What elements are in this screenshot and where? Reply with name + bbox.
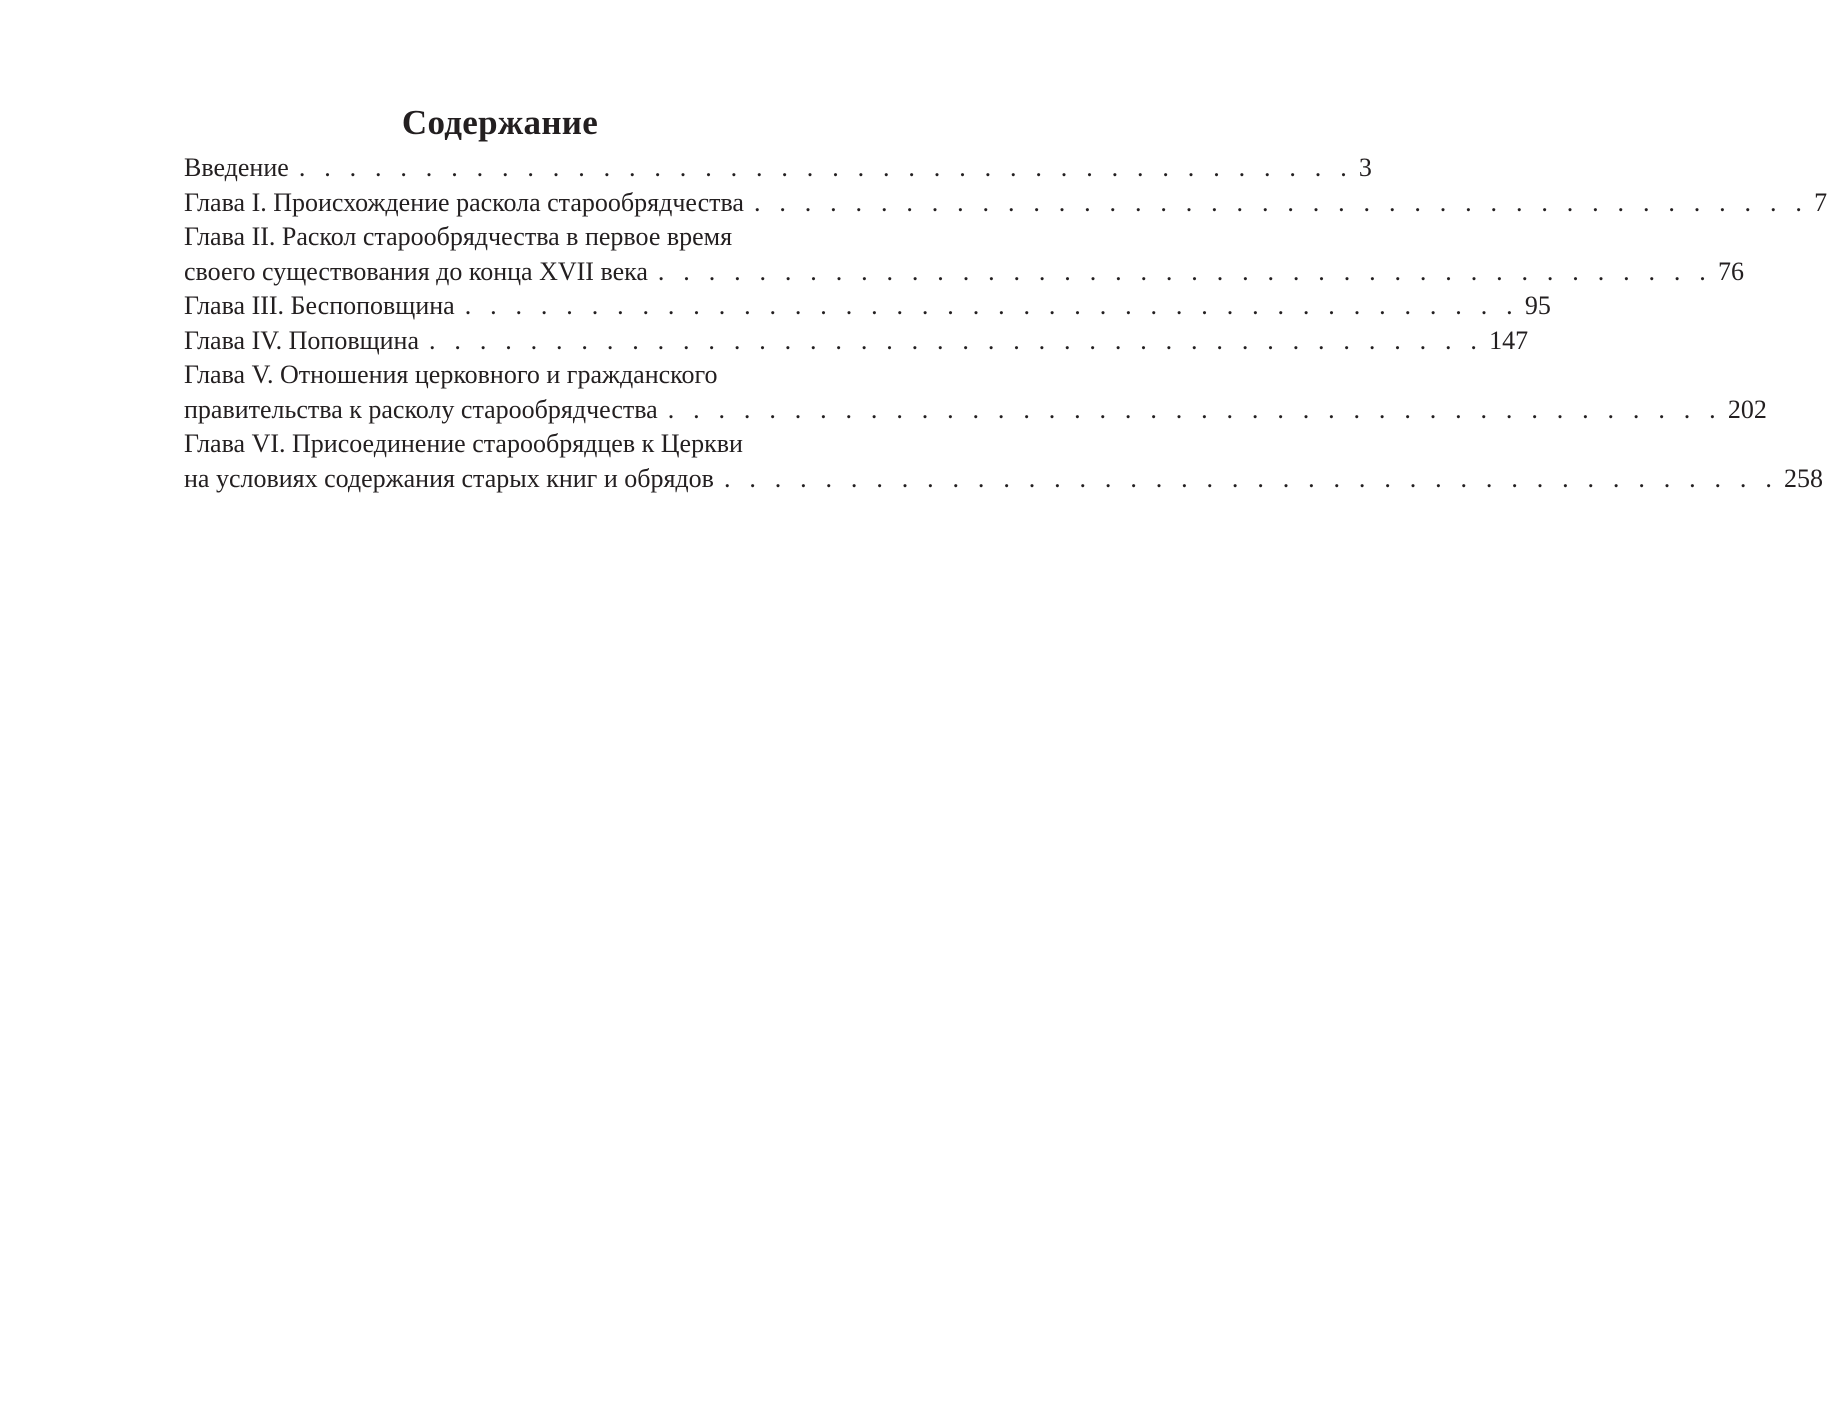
- toc-line: [184, 220, 892, 255]
- toc-entry-title: Глава I. Происхождение раскола старообрядчества: [184, 187, 744, 217]
- toc-entry-chapter-1[interactable]: [184, 186, 1827, 221]
- dot-leader: . . . . . . . . . . . . . . . . . . . . . . . . . . . . . . . . . . . . . . . . . .: [298, 153, 1353, 182]
- dot-leader: . . . . . . . . . . . . . . . . . . . . . . . . . . . . . . . . . . . . . . . . . .: [657, 256, 1713, 286]
- toc-entry-chapter-6[interactable]: [184, 427, 1824, 496]
- toc-page-number: 258: [1784, 463, 1824, 493]
- toc-line: [184, 462, 1824, 497]
- toc-entry-title: Глава II. Раскол старообрядчества в первое время: [184, 222, 733, 251]
- dot-leader: . . . . . . . . . . . . . . . . . . . . . . . . . . . . . . . . . . . . . . . . . .: [753, 187, 1809, 217]
- toc-entry-chapter-2[interactable]: [184, 220, 1745, 289]
- toc-entry-title: Глава VI. Присоединение старообрядцев к Церкви: [184, 429, 743, 458]
- toc-page-number: 7: [1814, 187, 1827, 217]
- toc-entry-title-continued: правительства к расколу старообрядчества: [184, 394, 658, 424]
- toc-entry-title: Введение: [184, 153, 289, 182]
- toc-line: [184, 289, 1551, 324]
- toc-entry-chapter-4[interactable]: [184, 324, 1529, 359]
- toc-line: [184, 427, 892, 462]
- dot-leader: . . . . . . . . . . . . . . . . . . . . . . . . . . . . . . . . . . . . . . . . . .: [464, 291, 1519, 320]
- toc-page-number: 95: [1524, 291, 1551, 320]
- toc-entry-title: Глава IV. Поповщина: [184, 325, 420, 355]
- toc-entry-title: Глава III. Беспоповщина: [184, 291, 455, 320]
- toc-entry-chapter-5[interactable]: [184, 358, 1767, 427]
- toc-page-number: 76: [1718, 256, 1745, 286]
- toc-line: [184, 324, 1529, 359]
- toc-entry-introduction[interactable]: [184, 151, 1372, 186]
- toc-page-number: 3: [1358, 153, 1372, 182]
- dot-leader: . . . . . . . . . . . . . . . . . . . . . . . . . . . . . . . . . . . . . . . . . .: [429, 325, 1484, 355]
- toc-entry-title: Глава V. Отношения церковного и гражданского: [184, 360, 718, 389]
- page-title: Содержание: [401, 103, 599, 143]
- toc-line: [184, 151, 1372, 186]
- toc-line: [184, 393, 1767, 428]
- toc-page-number: 147: [1489, 325, 1529, 355]
- toc-line: [184, 255, 1745, 290]
- toc-line: [184, 358, 892, 393]
- dot-leader: . . . . . . . . . . . . . . . . . . . . . . . . . . . . . . . . . . . . . . . . . .: [723, 463, 1779, 493]
- toc-entry-title-continued: своего существования до конца XVII века: [184, 256, 648, 286]
- toc-page-number: 202: [1727, 394, 1767, 424]
- table-of-contents: [184, 151, 1827, 496]
- toc-entry-chapter-3[interactable]: [184, 289, 1551, 324]
- toc-line: [184, 186, 1827, 221]
- dot-leader: . . . . . . . . . . . . . . . . . . . . . . . . . . . . . . . . . . . . . . . . . .: [667, 394, 1722, 424]
- toc-entry-title-continued: на условиях содержания старых книг и обрядов: [184, 463, 714, 493]
